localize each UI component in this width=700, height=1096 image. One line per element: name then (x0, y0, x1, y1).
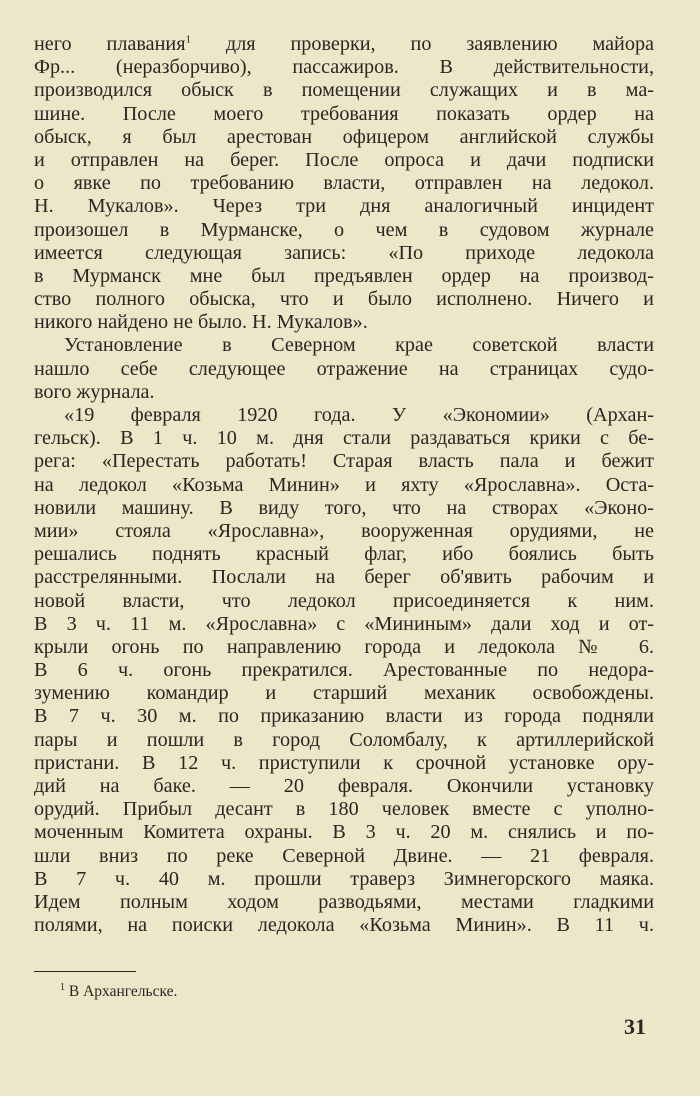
text-line: пары и пошли в город Соломбалу, к артиллерийской (34, 728, 654, 751)
text-line: шине. После моего требования показать ордер на (34, 102, 654, 125)
text-line: В 7 ч. 30 м. по приказанию власти из города подняли (34, 705, 654, 728)
text-line: решались поднять красный флаг, ибо боялись быть (34, 543, 654, 566)
text-line: обыск, я был арестован офицером английской службы (34, 125, 654, 148)
text-line: о явке по требованию власти, отправлен на ледокол. (34, 172, 654, 195)
body-text (34, 33, 654, 937)
text-line: рега: «Перестать работать! Старая власть пала и бежит (34, 450, 654, 473)
text-line: имеется следующая запись: «По приходе ледокола (34, 241, 654, 264)
text-line: орудий. Прибыл десант в 180 человек вместе с уполно- (34, 798, 654, 821)
text-line: вого журнала. (34, 380, 155, 403)
text-line: дий на баке. — 20 февраля. Окончили установку (34, 775, 654, 797)
footnote-divider (34, 971, 136, 972)
text-line: Установление в Северном крае советской власти (64, 334, 654, 357)
text-line: полями, на поиски ледокола «Козьма Минин». В 11 ч. (34, 914, 654, 937)
text-line: нашло себе следующее отражение на страницах судо- (34, 357, 654, 380)
text-line: В 6 ч. огонь прекратился. Арестованные по недора- (34, 659, 654, 682)
footnote-ref: 1 (185, 33, 192, 46)
text-line: «19 февраля 1920 года. У «Экономии» (Архан- (64, 404, 654, 426)
footnote (60, 983, 177, 1001)
text-line: гельск). В 1 ч. 10 м. дня стали раздаваться крики с бе- (34, 427, 654, 450)
footnote-text: В Архангельске. (65, 983, 178, 1000)
text-line: зумению командир и старший механик освобождены. (34, 682, 654, 705)
text-line: крыли огонь по направлению города и ледокола № 6. (34, 635, 654, 658)
text-line: новили машину. В виду того, что на створах «Эконо- (34, 496, 654, 519)
footnote-marker: 1 (60, 981, 65, 993)
page-number: 31 (624, 1014, 646, 1039)
text-line: пристани. В 12 ч. приступили к срочной установке ору- (34, 751, 654, 774)
text-line: на ледокол «Козьма Минин» и яхту «Ярославна». Оста- (34, 473, 654, 496)
text-line: в Мурманск мне был предъявлен ордер на производ- (34, 264, 654, 287)
text-line: В 3 ч. 11 м. «Ярославна» с «Мининым» дали ход и от- (34, 612, 654, 635)
text-line: Фр... (неразборчиво), пассажиров. В действительности, (34, 56, 654, 79)
text-line: ство полного обыска, что и было исполнено. Ничего и (34, 288, 654, 311)
text-line: Идем полным ходом разводьями, местами гладкими (34, 890, 654, 913)
text-line: В 7 ч. 40 м. прошли траверз Зимнегорского маяка. (34, 867, 654, 890)
text-line: и отправлен на берег. После опроса и дачи подписки (34, 148, 654, 171)
text-line: никого найдено не было. Н. Мукалов». (34, 311, 368, 334)
text-line: расстрелянными. Послали на берег об'явить рабочим и (34, 566, 654, 589)
text-line: производился обыск в помещении служащих и в ма- (34, 79, 654, 102)
text-line: произошел в Мурманске, о чем в судовом журнале (34, 218, 654, 241)
text-line: моченным Комитета охраны. В 3 ч. 20 м. снялись и по- (34, 821, 654, 844)
text-line: Н. Мукалов». Через три дня аналогичный инцидент (34, 195, 654, 218)
text-line: него плавания$^1$ для проверки, по заявлению майора (34, 33, 654, 55)
text-line: шли вниз по реке Северной Двине. — 21 февраля. (34, 844, 654, 867)
text-line: новой власти, что ледокол присоединяется к ним. (34, 589, 654, 612)
text-line: мии» стояла «Ярославна», вооруженная орудиями, не (34, 519, 654, 542)
